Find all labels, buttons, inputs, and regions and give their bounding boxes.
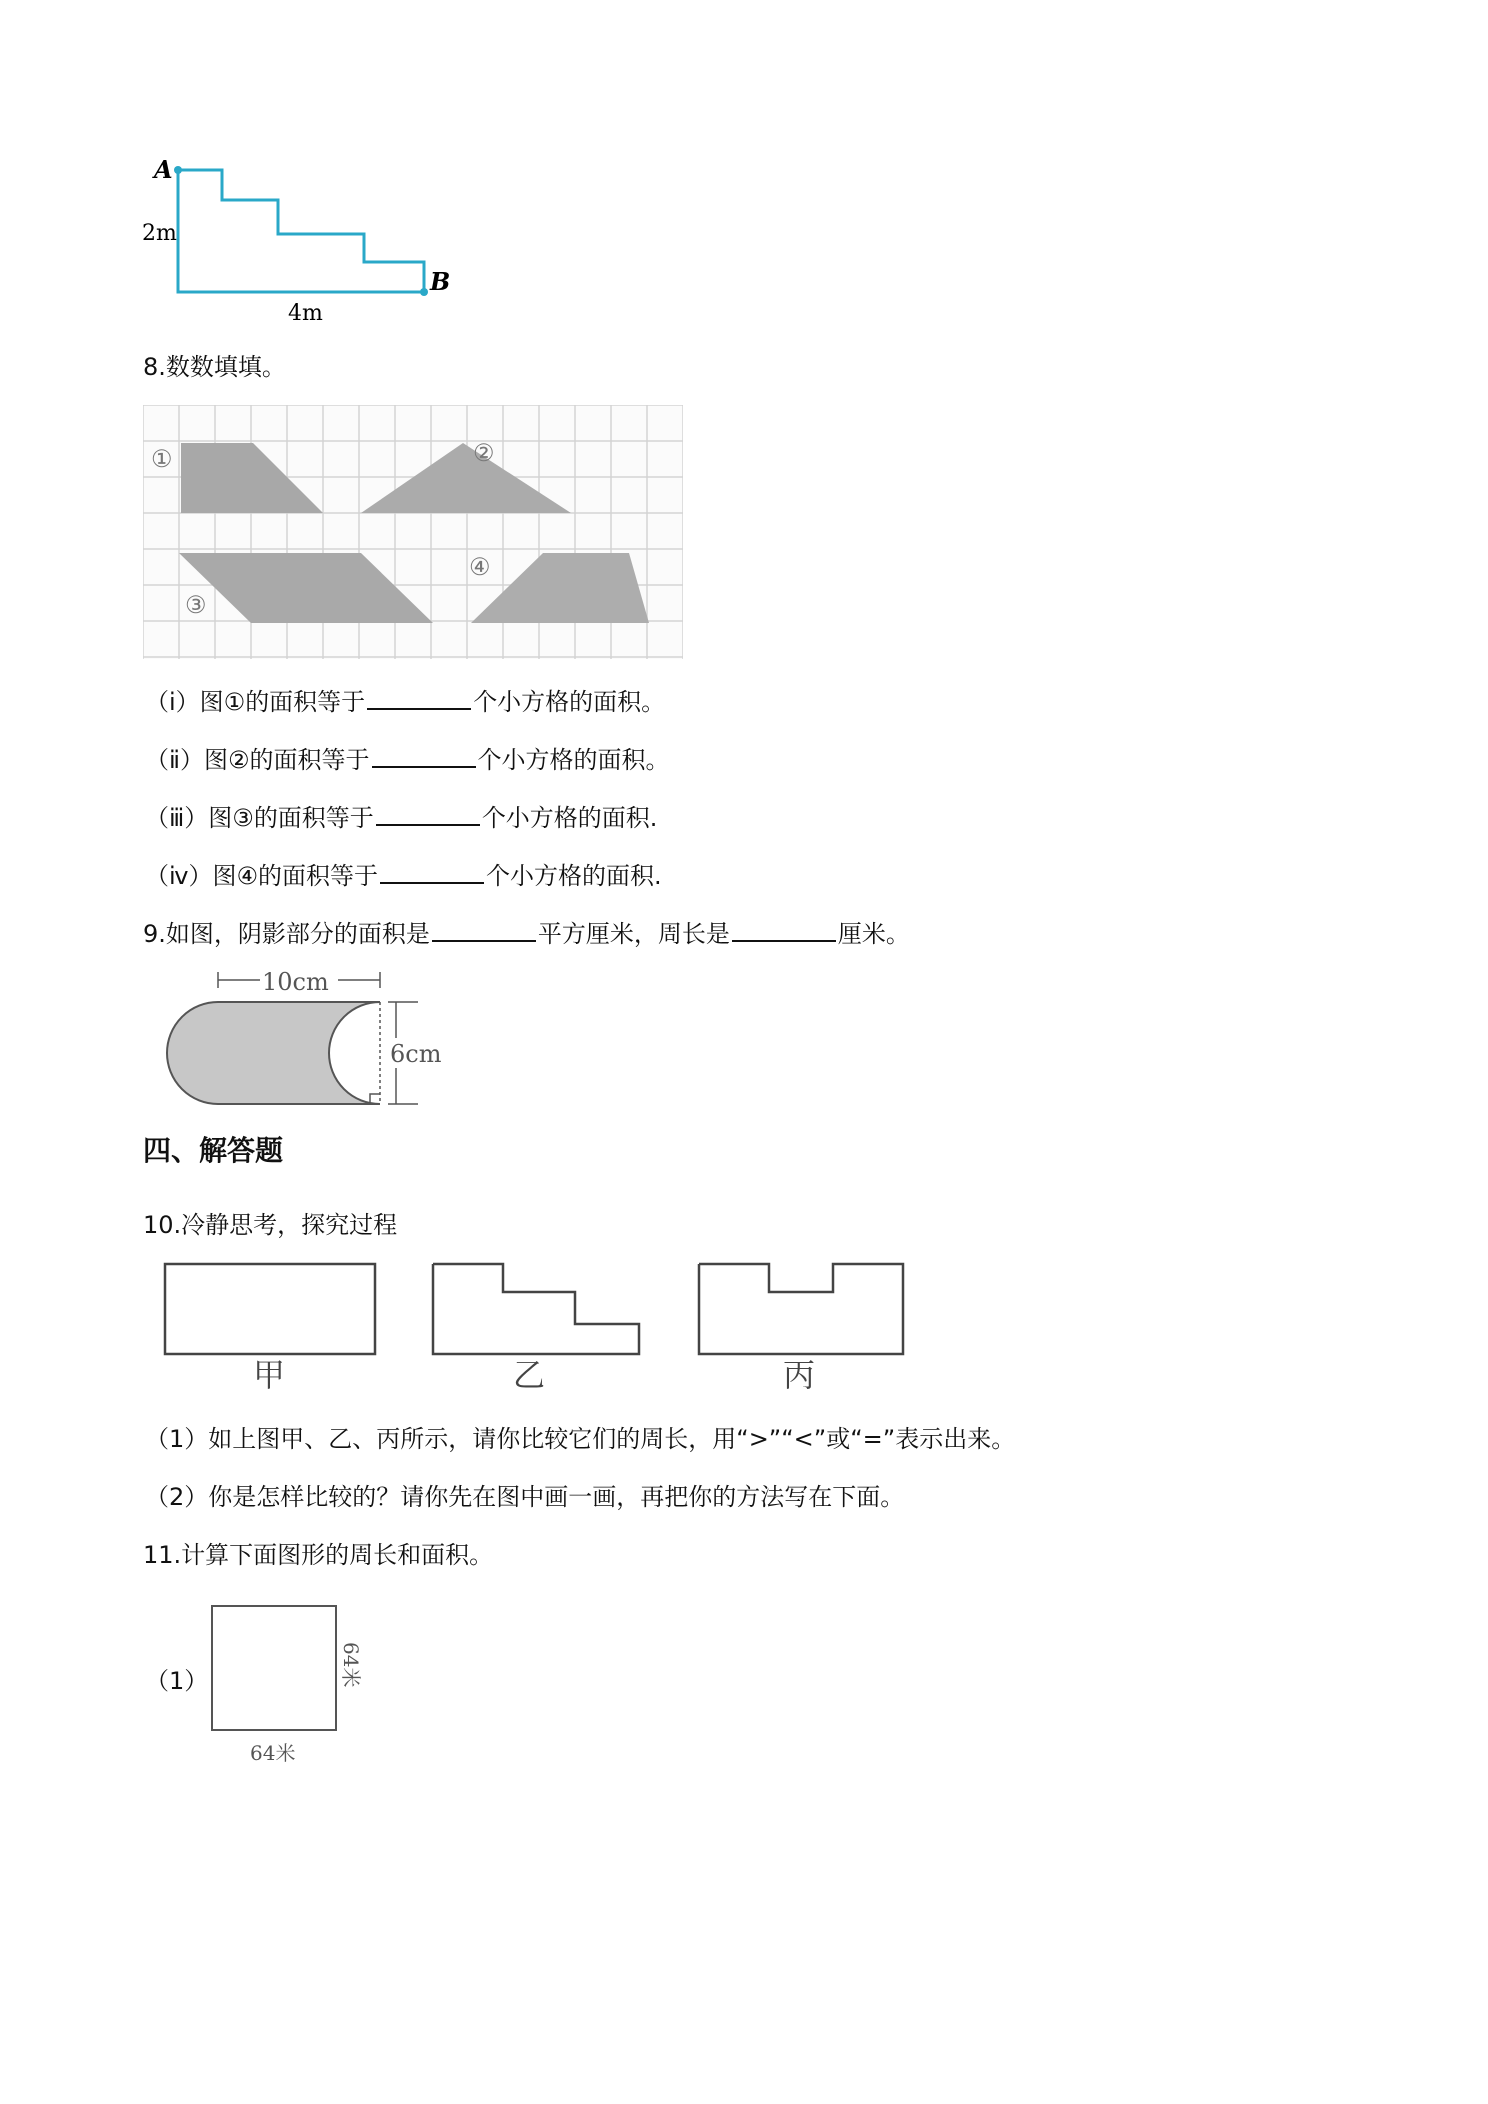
bottom-side-label: 64米 — [250, 1741, 296, 1765]
height-label: 2m — [142, 221, 177, 246]
three-shapes-figure — [157, 1250, 917, 1400]
point-b-label: B — [430, 267, 451, 296]
staircase-figure — [140, 150, 470, 325]
grid-label-2: ② — [473, 439, 495, 467]
answer-blank[interactable] — [372, 744, 476, 768]
q8-item-3: （ⅲ）图③的面积等于 个小方格的面积. — [145, 804, 658, 832]
grid-label-1: ① — [151, 445, 173, 473]
point-a-label: A — [154, 155, 173, 184]
answer-blank[interactable] — [367, 686, 471, 710]
question-10-title: 10.冷静思考，探究过程 — [143, 1211, 398, 1239]
grid-label-4: ④ — [469, 553, 491, 581]
q8-item-4: （ⅳ）图④的面积等于 个小方格的面积. — [145, 862, 662, 890]
shaded-shape-figure — [148, 966, 468, 1116]
q10-sub-1: （1）如上图甲、乙、丙所示，请你比较它们的周长，用“>”“<”或“=”表示出来。 — [145, 1425, 1016, 1453]
grid-figure — [143, 405, 683, 659]
question-9: 9.如图，阴影部分的面积是 平方厘米，周长是 厘米。 — [143, 920, 910, 948]
q11-sub-1-label: （1） — [145, 1667, 209, 1695]
shape-label-jia: 甲 — [253, 1356, 286, 1394]
right-side-label: 64米 — [339, 1642, 363, 1688]
q10-sub-2: （2）你是怎样比较的？请你先在图中画一画，再把你的方法写在下面。 — [145, 1483, 905, 1511]
grid-label-3: ③ — [185, 591, 207, 619]
answer-blank[interactable] — [380, 860, 484, 884]
q8-item-2: （ⅱ）图②的面积等于 个小方格的面积。 — [145, 746, 670, 774]
section-heading: 四、解答题 — [143, 1134, 284, 1167]
perimeter-blank[interactable] — [732, 918, 836, 942]
question-11-title: 11.计算下面图形的周长和面积。 — [143, 1541, 494, 1569]
height-label: 6cm — [390, 1040, 442, 1068]
shape-label-bing: 丙 — [783, 1356, 816, 1394]
q8-item-1: （ⅰ）图①的面积等于 个小方格的面积。 — [145, 688, 666, 716]
area-blank[interactable] — [432, 918, 536, 942]
width-label: 4m — [288, 301, 323, 325]
question-8-title: 8.数数填填。 — [143, 353, 286, 381]
shape-label-yi: 乙 — [513, 1356, 546, 1394]
square-figure — [200, 1590, 380, 1770]
width-label: 10cm — [262, 968, 329, 996]
answer-blank[interactable] — [376, 802, 480, 826]
